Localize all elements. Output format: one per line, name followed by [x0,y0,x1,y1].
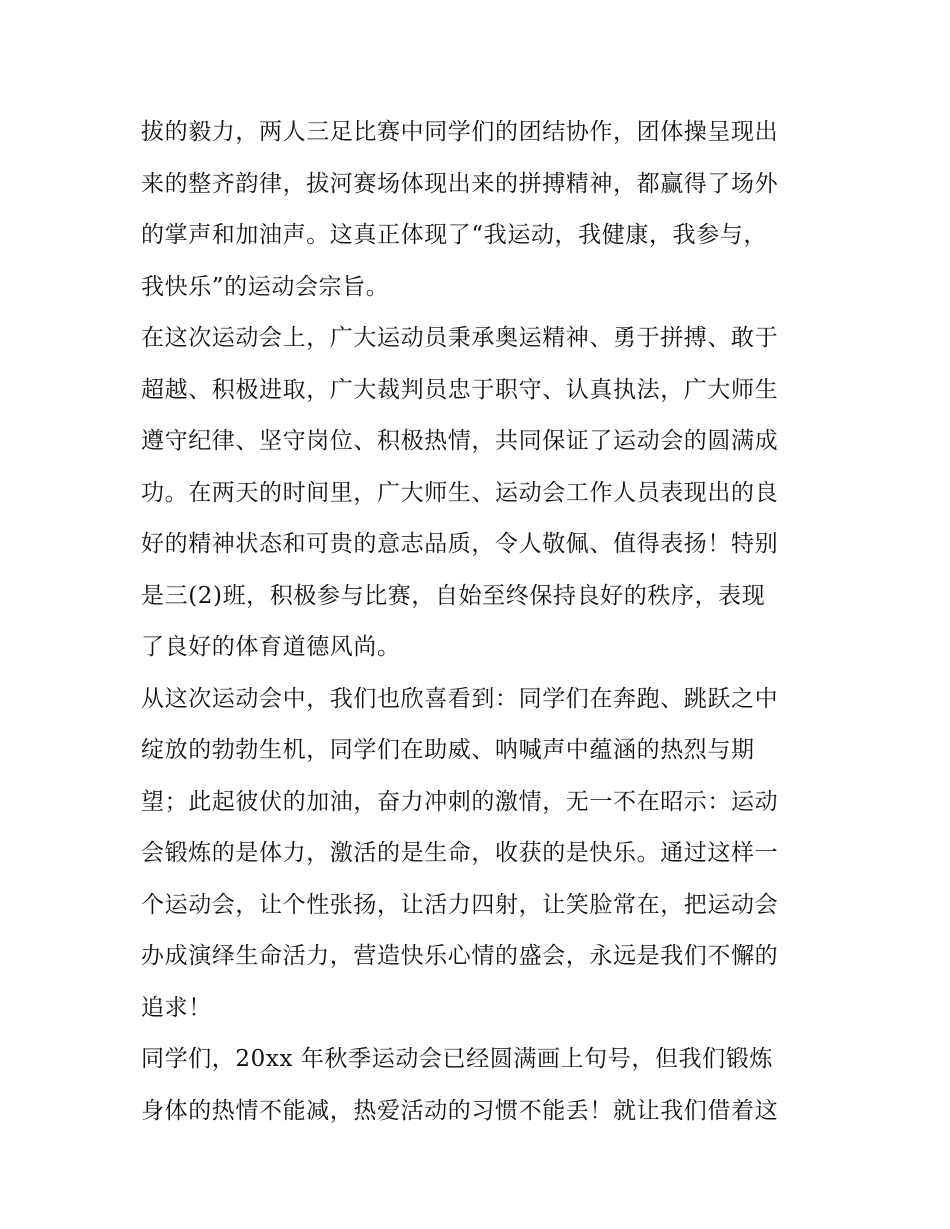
text-line: 超越、积极进取，广大裁判员忠于职守、认真执法，广大师生 [141,376,779,403]
text-line: 办成演绎生命活力，营造快乐心情的盛会，永远是我们不懈的 [141,943,779,969]
text-line: 望；此起彼伏的加油，奋力冲刺的激情，无一不在昭示：运动 [141,788,779,815]
text-line: 我快乐”的运动会宗旨。 [141,273,390,300]
text-line: 好的精神状态和可贵的意志品质，令人敬佩、值得表扬！特别 [141,531,779,557]
text-line: 是三(2)班，积极参与比赛，自始至终保持良好的秩序，表现 [141,582,766,609]
text-line: 追求！ [141,994,212,1021]
text-line: 来的整齐韵律，拔河赛场体现出来的拼搏精神，都赢得了场外 [141,170,779,197]
text-line: 身体的热情不能减，热爱活动的习惯不能丢！就让我们借着这 [141,1097,779,1124]
text-line: 个运动会，让个性张扬，让活力四射，让笑脸常在，把运动会 [141,891,779,918]
text-line: 了良好的体育道德风尚。 [141,634,401,660]
text-line: 从这次运动会中，我们也欣喜看到：同学们在奔跑、跳跃之中 [141,685,779,712]
text-line: 遵守纪律、坚守岗位、积极热情，共同保证了运动会的圆满成 [141,428,779,454]
text-line: 功。在两天的时间里，广大师生、运动会工作人员表现出的良 [141,479,779,506]
text-line: 拔的毅力，两人三足比赛中同学们的团结协作，团体操呈现出 [141,119,779,145]
text-line: 的掌声和加油声。这真正体现了“我运动，我健康，我参与， [141,222,767,248]
text-line: 会锻炼的是体力，激活的是生命，收获的是快乐。通过这样一 [141,840,779,866]
text-line: 绽放的勃勃生机，同学们在助威、呐喊声中蕴涵的热烈与期 [141,737,755,763]
text-line: 在这次运动会上，广大运动员秉承奥运精神、勇于拼搏、敢于 [141,325,779,351]
text-line: 同学们，20xx 年秋季运动会已经圆满画上句号，但我们锻炼 [141,1046,773,1072]
document-body [141,107,813,1137]
